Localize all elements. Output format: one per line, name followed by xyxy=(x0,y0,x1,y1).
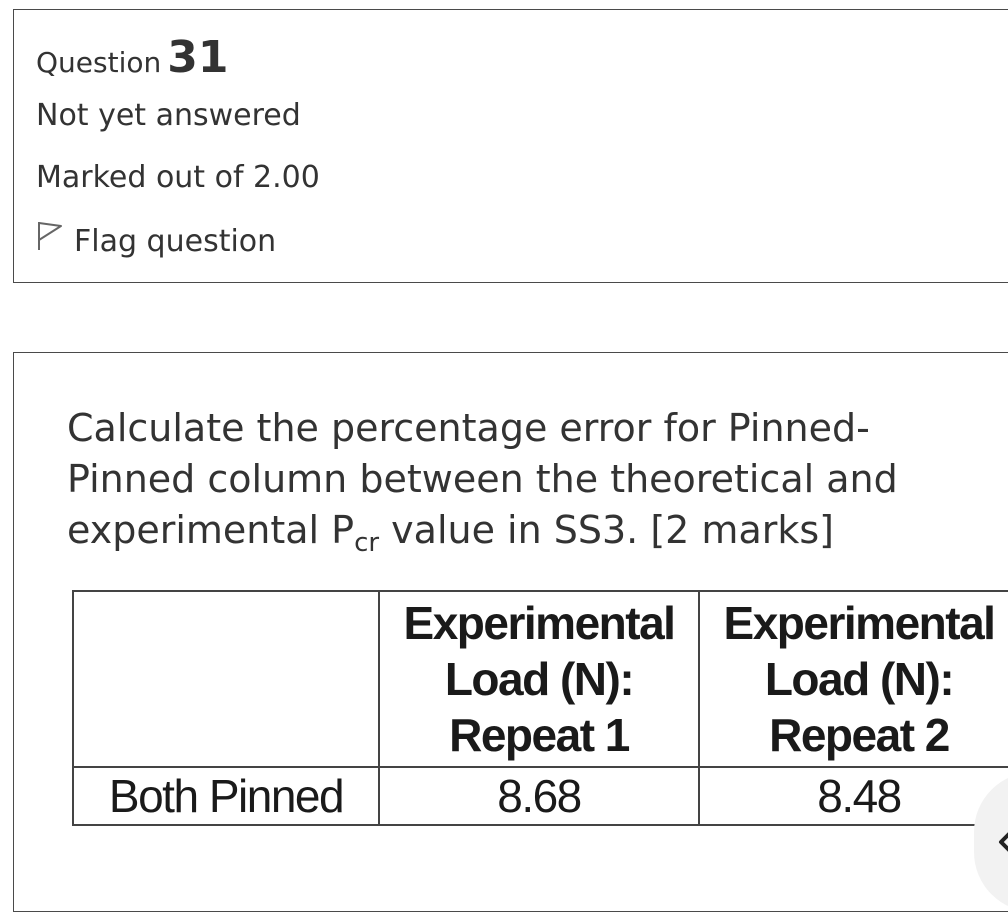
question-content-panel xyxy=(13,352,1008,912)
question-text-main: Calculate the percentage error for Pinned-Pinned column between the theoretical and experimental P xyxy=(67,406,898,552)
question-state: Not yet answered xyxy=(36,98,301,133)
header-line: Load (N): xyxy=(764,653,954,705)
header-line: Experimental xyxy=(723,597,995,649)
header-line: Experimental xyxy=(403,597,675,649)
table-header-cell xyxy=(379,591,699,767)
question-number: 31 xyxy=(167,32,229,83)
question-text-subscript: cr xyxy=(354,528,380,558)
flag-question-label: Flag question xyxy=(74,224,277,259)
header-line: Repeat 2 xyxy=(769,709,949,761)
table-header-row xyxy=(73,591,1008,767)
table-cell: 8.68 xyxy=(379,767,699,825)
table-header-cell xyxy=(73,591,379,767)
load-table xyxy=(72,590,1008,826)
flag-outline-icon xyxy=(36,220,64,260)
chevron-left-icon xyxy=(996,830,1008,854)
header-line: Load (N): xyxy=(444,653,634,705)
table-cell: Both Pinned xyxy=(73,767,379,825)
question-text xyxy=(67,403,987,569)
question-text-tail: value in SS3. [2 marks] xyxy=(379,508,834,552)
table-header-cell xyxy=(699,591,1008,767)
question-label: Question xyxy=(36,46,162,79)
table-cell: 8.48 xyxy=(699,767,1008,825)
header-line: Repeat 1 xyxy=(449,709,629,761)
question-grade: Marked out of 2.00 xyxy=(36,160,320,195)
question-info-panel xyxy=(13,9,1008,283)
table-row xyxy=(73,767,1008,825)
flag-question-link[interactable] xyxy=(36,224,276,260)
question-heading xyxy=(36,32,228,83)
